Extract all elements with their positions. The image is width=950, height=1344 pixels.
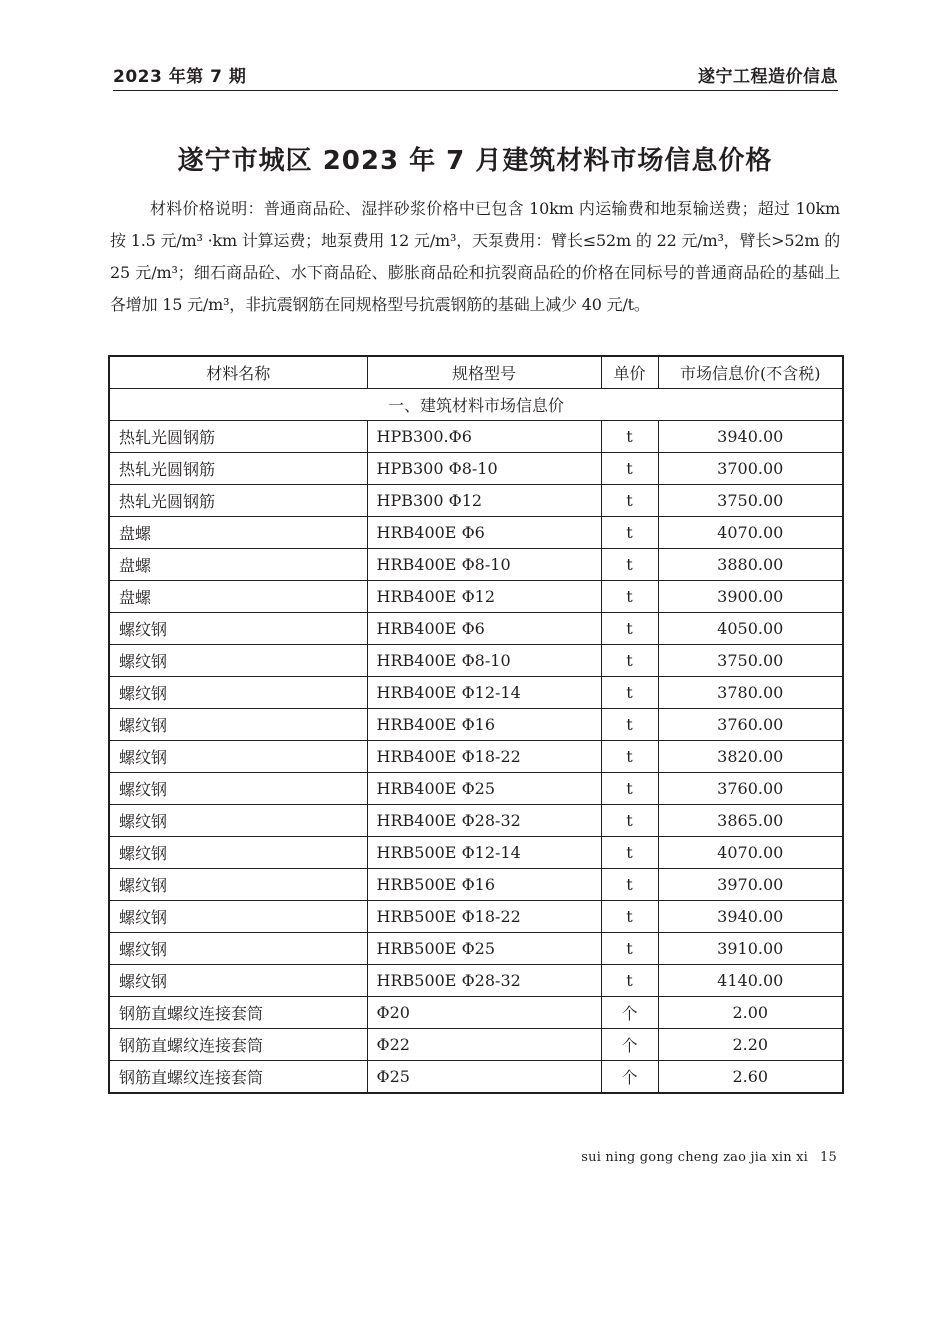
cell-material-name: 螺纹钢 (109, 965, 367, 997)
cell-material-name: 钢筋直螺纹连接套筒 (109, 1061, 367, 1094)
column-header-name: 材料名称 (109, 356, 367, 389)
publication-name: 遂宁工程造价信息 (698, 67, 838, 87)
cell-unit: t (601, 965, 658, 997)
table-row (109, 517, 843, 549)
cell-price: 3820.00 (658, 741, 843, 773)
cell-unit: t (601, 517, 658, 549)
cell-price: 3970.00 (658, 869, 843, 901)
table-row (109, 613, 843, 645)
cell-spec: HRB400E Φ28-32 (367, 805, 601, 837)
cell-unit: t (601, 837, 658, 869)
table-row (109, 1029, 843, 1061)
cell-price: 2.00 (658, 997, 843, 1029)
cell-material-name: 螺纹钢 (109, 709, 367, 741)
cell-price: 3940.00 (658, 901, 843, 933)
cell-material-name: 热轧光圆钢筋 (109, 453, 367, 485)
table-row (109, 677, 843, 709)
cell-unit: t (601, 773, 658, 805)
column-header-price: 市场信息价(不含税) (658, 356, 843, 389)
cell-price: 4070.00 (658, 517, 843, 549)
price-table (108, 355, 844, 1094)
cell-unit: 个 (601, 1061, 658, 1094)
cell-material-name: 螺纹钢 (109, 613, 367, 645)
cell-material-name: 螺纹钢 (109, 645, 367, 677)
section-label: 一、建筑材料市场信息价 (109, 389, 843, 421)
cell-unit: t (601, 581, 658, 613)
cell-price: 3750.00 (658, 645, 843, 677)
page-header (113, 60, 838, 91)
table-row (109, 581, 843, 613)
cell-spec: HRB500E Φ18-22 (367, 901, 601, 933)
cell-spec: HPB300 Φ8-10 (367, 453, 601, 485)
cell-spec: HPB300.Φ6 (367, 421, 601, 453)
cell-price: 3700.00 (658, 453, 843, 485)
issue-label: 2023 年第 7 期 (113, 67, 247, 87)
cell-material-name: 热轧光圆钢筋 (109, 421, 367, 453)
cell-price: 3910.00 (658, 933, 843, 965)
table-row (109, 421, 843, 453)
cell-price: 3865.00 (658, 805, 843, 837)
cell-spec: Φ25 (367, 1061, 601, 1094)
cell-spec: HRB400E Φ12-14 (367, 677, 601, 709)
cell-unit: t (601, 421, 658, 453)
cell-material-name: 螺纹钢 (109, 837, 367, 869)
cell-spec: HRB400E Φ8-10 (367, 645, 601, 677)
table-row (109, 773, 843, 805)
cell-unit: t (601, 453, 658, 485)
cell-unit: t (601, 613, 658, 645)
cell-material-name: 钢筋直螺纹连接套筒 (109, 997, 367, 1029)
cell-price: 4140.00 (658, 965, 843, 997)
cell-price: 3760.00 (658, 709, 843, 741)
cell-material-name: 螺纹钢 (109, 901, 367, 933)
cell-price: 4070.00 (658, 837, 843, 869)
cell-price: 3940.00 (658, 421, 843, 453)
cell-unit: t (601, 741, 658, 773)
cell-spec: HRB400E Φ6 (367, 517, 601, 549)
page-number: 15 (820, 1150, 837, 1165)
cell-spec: HRB400E Φ16 (367, 709, 601, 741)
cell-material-name: 螺纹钢 (109, 741, 367, 773)
page-footer (581, 1150, 837, 1165)
cell-spec: HRB500E Φ25 (367, 933, 601, 965)
cell-spec: HRB400E Φ25 (367, 773, 601, 805)
cell-unit: 个 (601, 1029, 658, 1061)
cell-unit: t (601, 677, 658, 709)
cell-material-name: 螺纹钢 (109, 773, 367, 805)
table-row (109, 869, 843, 901)
cell-material-name: 螺纹钢 (109, 677, 367, 709)
cell-price: 2.60 (658, 1061, 843, 1094)
cell-price: 3750.00 (658, 485, 843, 517)
cell-spec: HRB500E Φ28-32 (367, 965, 601, 997)
cell-unit: t (601, 549, 658, 581)
table-row (109, 997, 843, 1029)
table-row (109, 1061, 843, 1094)
table-row (109, 709, 843, 741)
cell-price: 2.20 (658, 1029, 843, 1061)
cell-unit: t (601, 485, 658, 517)
table-row (109, 805, 843, 837)
table-row (109, 933, 843, 965)
table-header-row (109, 356, 843, 389)
section-row (109, 389, 843, 421)
cell-spec: HRB500E Φ12-14 (367, 837, 601, 869)
cell-unit: 个 (601, 997, 658, 1029)
cell-unit: t (601, 933, 658, 965)
cell-unit: t (601, 645, 658, 677)
table-row (109, 645, 843, 677)
cell-material-name: 盘螺 (109, 517, 367, 549)
cell-price: 3880.00 (658, 549, 843, 581)
table-row (109, 485, 843, 517)
cell-material-name: 盘螺 (109, 581, 367, 613)
cell-unit: t (601, 869, 658, 901)
column-header-unit: 单价 (601, 356, 658, 389)
cell-spec: HRB400E Φ6 (367, 613, 601, 645)
cell-unit: t (601, 709, 658, 741)
table-row (109, 965, 843, 997)
footer-running-text: sui ning gong cheng zao jia xin xi (581, 1150, 809, 1165)
cell-material-name: 螺纹钢 (109, 933, 367, 965)
cell-material-name: 盘螺 (109, 549, 367, 581)
page-title: 遂宁市城区 2023 年 7 月建筑材料市场信息价格 (177, 146, 773, 176)
cell-price: 3900.00 (658, 581, 843, 613)
cell-price: 3780.00 (658, 677, 843, 709)
cell-material-name: 热轧光圆钢筋 (109, 485, 367, 517)
table-body (109, 389, 843, 1094)
cell-spec: Φ22 (367, 1029, 601, 1061)
cell-unit: t (601, 901, 658, 933)
cell-spec: HRB400E Φ8-10 (367, 549, 601, 581)
cell-price: 4050.00 (658, 613, 843, 645)
cell-spec: HRB400E Φ12 (367, 581, 601, 613)
cell-unit: t (601, 805, 658, 837)
cell-spec: HRB400E Φ18-22 (367, 741, 601, 773)
table-row (109, 837, 843, 869)
cell-material-name: 钢筋直螺纹连接套筒 (109, 1029, 367, 1061)
cell-spec: HRB500E Φ16 (367, 869, 601, 901)
cell-price: 3760.00 (658, 773, 843, 805)
table-row (109, 741, 843, 773)
cell-spec: HPB300 Φ12 (367, 485, 601, 517)
price-notes: 材料价格说明：普通商品砼、湿拌砂浆价格中已包含 10km 内运输费和地泵输送费；超过 10km 按 1.5 元/m³ ·km 计算运费；地泵费用 12 元/m³，天泵费用：臂长≤52m 的 22 元/m³，臂长>52m 的 25 元/m³；细石商品砼、水下商品砼、膨胀商品砼和抗裂商品砼的价格在同标号的普通商品砼的基础上各增加 15 元/m³，非抗震钢筋在同规格型号抗震钢筋的基础上减少 40 元/t。 (110, 199, 840, 314)
table-row (109, 549, 843, 581)
cell-material-name: 螺纹钢 (109, 869, 367, 901)
cell-material-name: 螺纹钢 (109, 805, 367, 837)
table-row (109, 901, 843, 933)
column-header-spec: 规格型号 (367, 356, 601, 389)
table-row (109, 453, 843, 485)
cell-spec: Φ20 (367, 997, 601, 1029)
